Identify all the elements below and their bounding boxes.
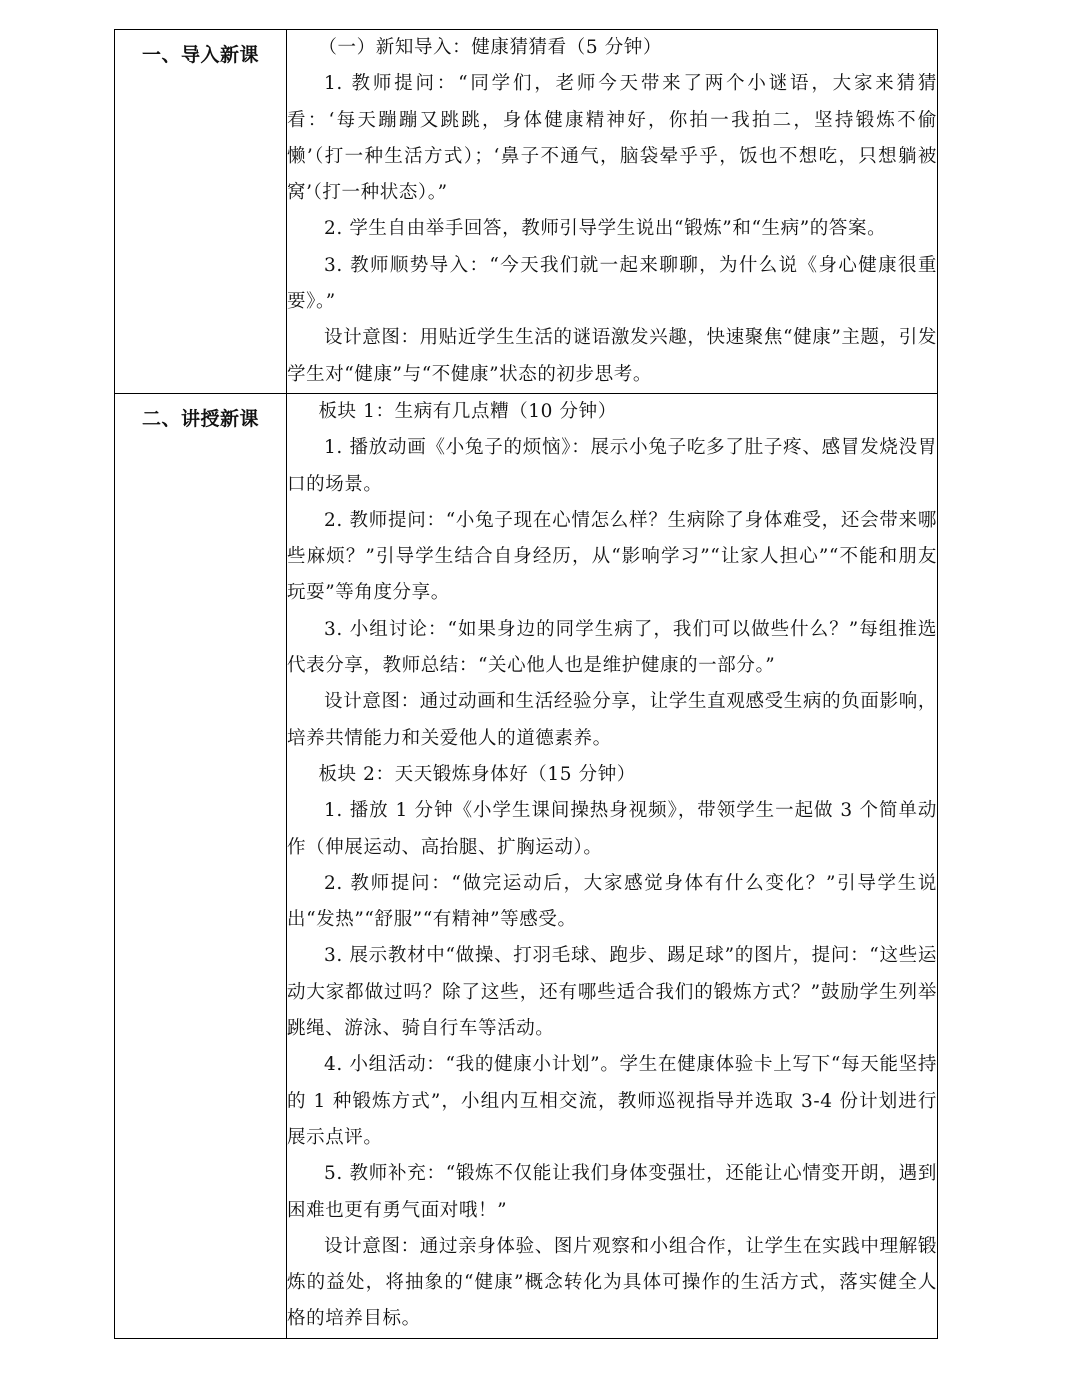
paragraph: 3. 展示教材中“做操、打羽毛球、跑步、踢足球”的图片，提问：“这些运动大家都做过吗？除了这些，还有哪些适合我们的锻炼方式？”鼓励学生列举跳绳、游泳、骑自行车等活动。	[287, 945, 937, 1040]
section-content-cell	[287, 30, 938, 394]
design-intent: 设计意图：用贴近学生生活的谜语激发兴趣，快速聚焦“健康”主题，引发学生对“健康”与“不健康”状态的初步思考。	[287, 327, 937, 385]
paragraph: 2. 教师提问：“小兔子现在心情怎么样？生病除了身体难受，还会带来哪些麻烦？”引导学生结合自身经历，从“影响学习”“让家人担心”“不能和朋友玩耍”等角度分享。	[287, 509, 937, 604]
module-heading: 板块 1：生病有几点糟（10 分钟）	[318, 400, 617, 422]
paragraph: 1. 教师提问：“同学们，老师今天带来了两个小谜语，大家来猜猜看：‘每天蹦蹦又跳跳，身体健康精神好，你拍一我拍二，坚持锻炼不偷懒’（打一种生活方式）；‘鼻子不通气，脑袋晕乎乎，饭也不想吃，只想躺被窝’（打一种状态）。”	[287, 73, 937, 204]
paragraph: 2. 学生自由举手回答，教师引导学生说出“锻炼”和“生病”的答案。	[324, 218, 887, 240]
design-intent: 设计意图：通过亲身体验、图片观察和小组合作，让学生在实践中理解锻炼的益处，将抽象的“健康”概念转化为具体可操作的生活方式，落实健全人格的培养目标。	[287, 1235, 937, 1330]
section-heading: （一）新知导入：健康猜猜看（5 分钟）	[318, 37, 662, 58]
paragraph: 1. 播放动画《小兔子的烦恼》：展示小兔子吃多了肚子疼、感冒发烧没胃口的场景。	[287, 437, 937, 495]
section-content-cell	[287, 393, 938, 1338]
section-label: 二、讲授新课	[141, 407, 259, 430]
section-label-cell	[115, 30, 287, 394]
module-heading: 板块 2：天天锻炼身体好（15 分钟）	[318, 763, 636, 785]
table-row	[115, 393, 938, 1338]
paragraph: 3. 教师顺势导入：“今天我们就一起来聊聊，为什么说《身心健康很重要》。”	[287, 254, 937, 313]
paragraph: 5. 教师补充：“锻炼不仅能让我们身体变强壮，还能让心情变开朗，遇到困难也更有勇气面对哦！”	[287, 1163, 937, 1221]
paragraph: 4. 小组活动：“我的健康小计划”。学生在健康体验卡上写下“每天能坚持的 1 种锻炼方式”，小组内互相交流，教师巡视指导并选取 3-4 份计划进行展示点评。	[287, 1054, 937, 1148]
table-row	[115, 30, 938, 394]
design-intent: 设计意图：通过动画和生活经验分享，让学生直观感受生病的负面影响，培养共情能力和关爱他人的道德素养。	[287, 691, 937, 749]
lesson-plan-table	[114, 29, 938, 1339]
section-label: 一、导入新课	[141, 44, 259, 66]
paragraph: 3. 小组讨论：“如果身边的同学生病了，我们可以做些什么？”每组推选代表分享，教师总结：“关心他人也是维护健康的一部分。”	[287, 618, 937, 677]
section-label-cell	[115, 393, 287, 1338]
paragraph: 1. 播放 1 分钟《小学生课间操热身视频》，带领学生一起做 3 个简单动作（伸展运动、高抬腿、扩胸运动）。	[287, 800, 937, 858]
paragraph: 2. 教师提问：“做完运动后，大家感觉身体有什么变化？”引导学生说出“发热”“舒服”“有精神”等感受。	[287, 872, 937, 931]
